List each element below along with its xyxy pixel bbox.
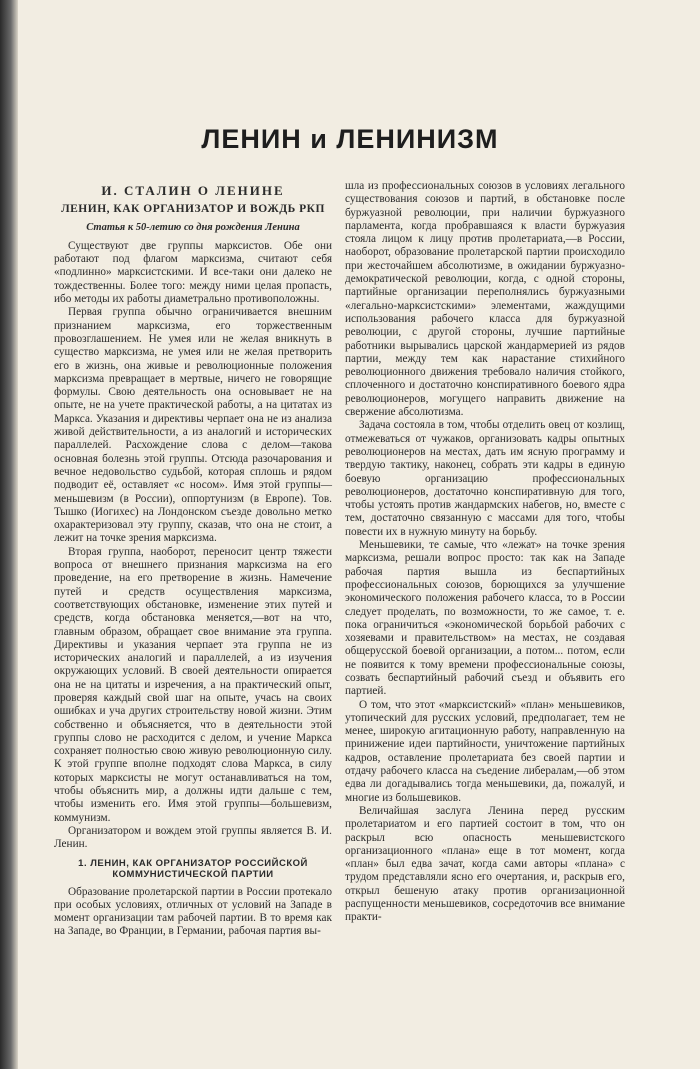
paragraph: Величайшая заслуга Ленина перед русским пролетариатом и его партией состоит в том, что он раскрыл всю опасность меньшевистского организационного «плана» еще в тот момент, когда «план» был едва зачат, когда сами авторы «плана» с трудом представляли ясно его очертания, и, раскрыв его, открыл бешеную атаку против организационной распущенности меньшевиков, сосредоточив все внимание практи- bbox=[345, 804, 625, 924]
article-title: ЛЕНИН, КАК ОРГАНИЗАТОР И ВОЖДЬ РКП bbox=[61, 203, 325, 216]
paragraph: Организатором и вождем этой группы является В. И. Ленин. bbox=[54, 824, 332, 851]
article-subtitle: Статья к 50-летию со дня рождения Ленина bbox=[86, 221, 300, 233]
paragraph: Образование пролетарской партии в России протекало при особых условиях, отличных от условий на Западе в момент организации там рабочей партии. В то время как на Западе, во Франции, в Германии, рабочая партия вы- bbox=[54, 885, 332, 938]
left-column bbox=[54, 180, 332, 939]
running-head-bleedthrough bbox=[250, 40, 610, 50]
paragraph: О том, что этот «марксистский» «план» меньшевиков, утопический для русских условий, предполагает, тем не менее, широкую агитационную работу, направленную на принижение идеи партийности, уничтожение партийных кадров, оставление пролетариата без своей партии и отдачу рабочего класса на съедение либералам,—об этом едва ли догадывались тогда меньшевики, да, пожалуй, и многие из большевиков. bbox=[345, 698, 625, 804]
author-heading: И. СТАЛИН О ЛЕНИНЕ bbox=[101, 183, 285, 198]
paragraph: Первая группа обычно ограничивается внешним признанием марксизма, его торжественным провозглашением. Не умея или не желая вникнуть в существо марксизма, не умея или не желая претворить его в жизнь, она живые и революционные положения марксизма превращает в мертвые, ничего не говорящие формулы. Свою деятельность она основывает не на опыте, не на учете практической работы, а на цитатах из Маркса. Указания и директивы черпает она не из анализа живой действительности, а из аналогий и исторических параллелей. Расхождение слова с делом—такова основная болезнь этой группы. Отсюда разочарования и вечное недовольство судьбой, которая сплошь и рядом подводит её, оставляет «с носом». Имя этой группы—меньшевизм (в России), оппортунизм (в Европе). Тов. Тышко (Иогихес) на Лондонском съезде довольно метко охарактеризовал эту группу, сказав, что она не стоит, а лежит на точке зрения марксизма. bbox=[54, 306, 332, 545]
right-column bbox=[345, 180, 625, 925]
paragraph: Существуют две группы марксистов. Обе они работают под флагом марксизма, считают себя «подлинно» марксистскими. И все-таки они далеко не тождественны. Более того: между ними целая пропасть, ибо методы их работы диаметрально противоположны. bbox=[54, 239, 332, 306]
section-heading: 1. ЛЕНИН, КАК ОРГАНИЗАТОР РОССИЙСКОЙ КОММУНИСТИЧЕСКОЙ ПАРТИИ bbox=[78, 857, 308, 880]
paragraph-continued: шла из профессиональных союзов в условиях легального существования союзов и партий, в обстановке после буржуазной революции, при наличии буржуазного парламента, когда пробравшаяся к власти буржуазия стояла лицом к лицу против пролетариата,—в России, наоборот, образование пролетарской партии происходило при жесточайшем абсолютизме, в ожидании буржуазно-демократической революции, когда, с одной стороны, партийные организации переполнялись буржуазными «легально-марксистскими» элементами, жаждущими использования рабочего класса для буржуазной революции, с другой стороны, лучшие партийные работники вырывались царской жандармерией из рядов партии, между тем как нарастание стихийного революционного движения требовало наличия стойкого, сплоченного и достаточно конспиративного боевого ядра революционеров, могущего направить движение на свержение абсолютизма. bbox=[345, 180, 625, 419]
book-spine-shadow bbox=[0, 0, 18, 1069]
page-title: ЛЕНИН и ЛЕНИНИЗМ bbox=[201, 124, 499, 154]
paragraph: Меньшевики, те самые, что «лежат» на точке зрения марксизма, решали вопрос просто: так как на Западе рабочая партия вышла из беспартийных профессиональных союзов, борющихся за улучшение экономического положения рабочего класса, то в России следует проделать, по возможности, то же самое, т. е. пока ограничиться «экономической борьбой рабочих с хозяевами и правительством» на местах, не создавая общерусской боевой организации, а потом... потом, если не появится к тому времени профессиональные союзы, созвать беспартийный рабочий съезд и объявить его партией. bbox=[345, 539, 625, 698]
paragraph: Задача состояла в том, чтобы отделить овец от козлищ, отмежеваться от чужаков, организовать кадры опытных революционеров на местах, дать им ясную программу и твердую тактику, наконец, собрать эти кадры в единую боевую организацию профессиональных революционеров, достаточно конспиративную для того, чтобы устоять против жандармских набегов, но, вместе с тем, достаточно связанную с массами для того, чтобы повести их в нужную минуту на борьбу. bbox=[345, 419, 625, 538]
paragraph: Вторая группа, наоборот, переносит центр тяжести вопроса от внешнего признания марксизма на его проведение, на его претворение в жизнь. Намечение путей и средств осуществления марксизма, соответствующих обстановке, изменение этих путей и средств, когда обстановка меняется,—вот на что, главным образом, обращает свое внимание эта группа. Директивы и указания черпает эта группа не из исторических аналогий и параллелей, а из изучения окружающих условий. В своей деятельности опирается она не на цитаты и изречения, а на практический опыт, проверяя каждый свой шаг на опыте, учась на своих ошибках и уча других строительству новой жизни. Этим собственно и объясняется, что в деятельности этой группы слово не расходится с делом, и учение Маркса сохраняет полностью свою живую революционную силу. К этой группе вполне подходят слова Маркса, в силу которых марксисты не могут останавливаться на том, чтобы объяснить мир, а должны идти дальше с тем, чтобы изменить его. Имя этой группы—большевизм, коммунизм. bbox=[54, 545, 332, 824]
